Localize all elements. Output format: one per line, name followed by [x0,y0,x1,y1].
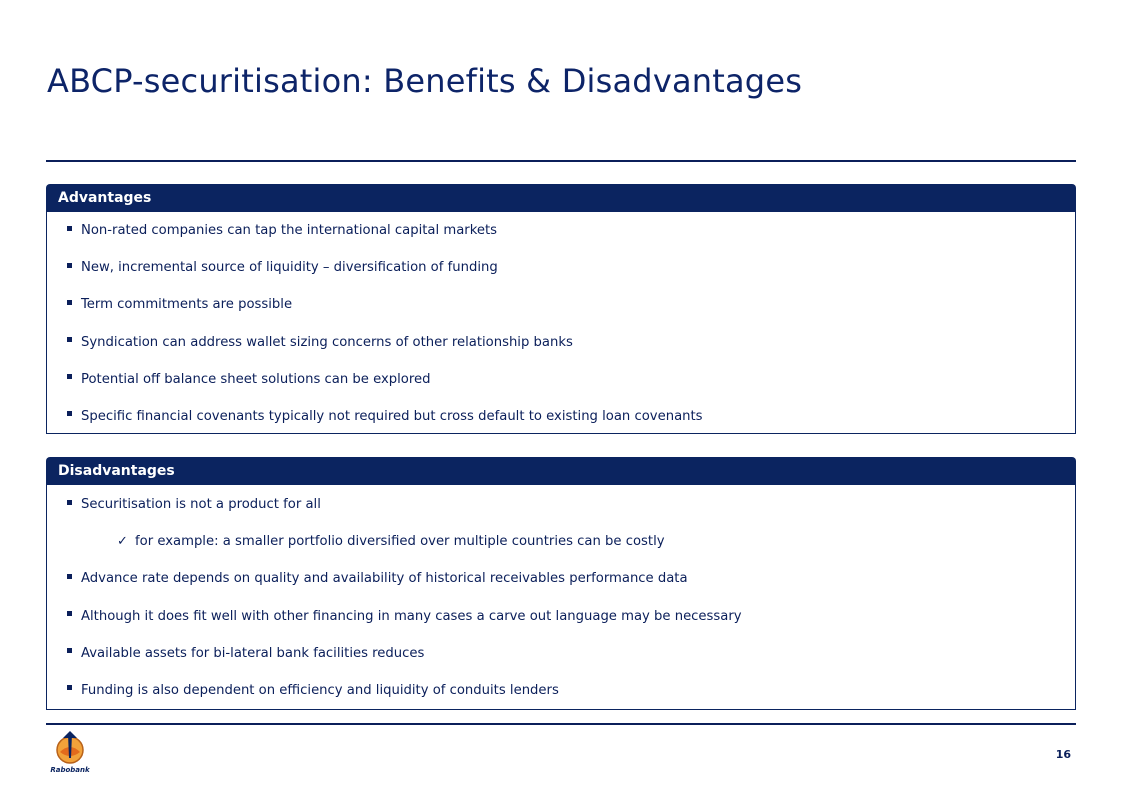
square-bullet-icon [67,500,72,505]
list-item [67,492,1075,529]
list-item-text: New, incremental source of liquidity – diversification of funding [81,260,498,276]
list-item-text: Securitisation is not a product for all [81,497,321,512]
list-item [67,604,1075,641]
list-item [67,678,1075,715]
list-item-text: Advance rate depends on quality and availability of historical receivables performance data [81,571,688,587]
list-item [67,330,1075,367]
list-item [67,367,1075,404]
disadvantages-section [46,457,1076,710]
list-item [67,404,1075,441]
list-item [67,566,1075,603]
list-item [67,292,1075,329]
list-item [67,255,1075,292]
page-number: 16 [1055,748,1071,761]
square-bullet-icon [67,337,72,342]
list-item-text: Potential off balance sheet solutions can be explored [81,371,431,387]
list-item [67,641,1075,678]
square-bullet-icon [67,263,72,268]
square-bullet-icon [67,226,72,231]
list-item-text: Funding is also dependent on efficiency and liquidity of conduits lenders [81,682,559,698]
disadvantages-header: Disadvantages [46,457,1076,485]
square-bullet-icon [67,648,72,653]
square-bullet-icon [67,411,72,416]
page-title: ABCP-securitisation: Benefits & Disadvantages [47,62,803,100]
advantages-list [46,212,1076,434]
square-bullet-icon [67,300,72,305]
square-bullet-icon [67,374,72,379]
rabobank-logo [48,728,92,778]
footer-divider [46,723,1076,725]
square-bullet-icon [67,611,72,616]
advantages-section [46,184,1076,434]
list-item-text: Available assets for bi-lateral bank facilities reduces [81,645,425,661]
list-item-text: Term commitments are possible [81,297,293,313]
checkmark-icon: ✓ [117,534,128,550]
sub-list-item [67,529,1075,566]
list-item-text: Syndication can address wallet sizing concerns of other relationship banks [81,334,573,350]
disadvantages-list [46,485,1076,710]
list-item-text: for example: a smaller portfolio diversified over multiple countries can be costly [135,534,665,550]
list-item [67,218,1075,255]
svg-text:Rabobank: Rabobank [50,766,90,774]
list-item-text: Non-rated companies can tap the international capital markets [81,223,498,238]
square-bullet-icon [67,685,72,690]
title-divider [46,160,1076,162]
list-item-text: Although it does fit well with other financing in many cases a carve out language may be necessary [81,608,742,624]
advantages-header: Advantages [46,184,1076,212]
square-bullet-icon [67,574,72,579]
list-item-text: Specific financial covenants typically not required but cross default to existing loan covenants [81,408,703,424]
